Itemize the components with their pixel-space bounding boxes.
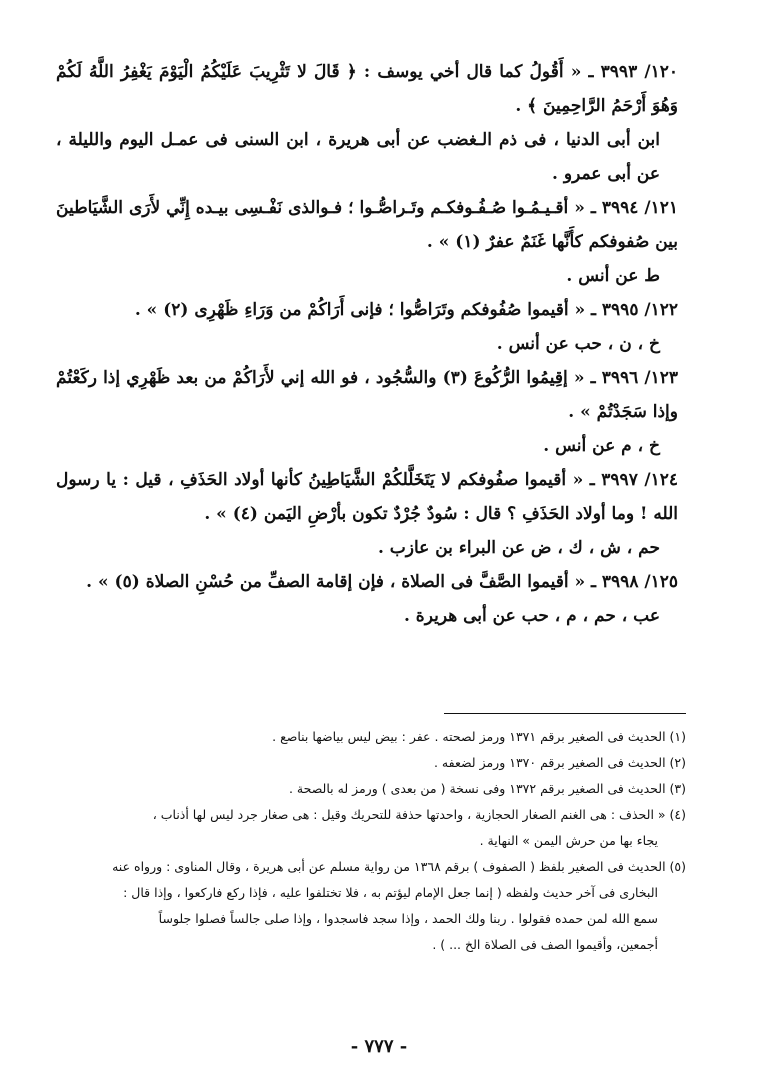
page-number: - ٧٧٧ - bbox=[350, 1036, 408, 1057]
hadith-source: خ ، م عن أنس . bbox=[543, 436, 660, 456]
footnote-separator bbox=[444, 713, 686, 714]
hadith-text: ١٢٠/ ٣٩٩٣ ـ « أَقُولُ كما قال أخي يوسف : ﴿ قَالَ لا تَثْرِيبَ عَلَيْكُمُ الْيَوْمَ يَغْفِرُ اللَّهُ لَكُمْ وَهُوَ أَرْحَمُ الرَّاحِمِينَ ﴾ . bbox=[56, 62, 678, 116]
hadith-source: خ ، ن ، حب عن أنس . bbox=[496, 334, 660, 354]
hadith-text: ١٢١/ ٣٩٩٤ ـ « أقـيـمُـوا صُـفُـوفكـم وتَـراصُّـوا ؛ فـوالذى نَفْـسِى بيـده إِنِّي لأَرَى الشَّيَاطينَ بين صُفوفكم كأَنَّها غَنَمٌ عفرٌ (١) » . bbox=[56, 198, 678, 252]
hadith-text: ١٢٣/ ٣٩٩٦ ـ « إقِيمُوا الرُّكُوعَ (٣) والسُّجُود ، فو الله إني لأَرَاكُمْ من بعد ظَهْرِي إذا ركَعْتُمْ وإذا سَجَدْتُمْ » . bbox=[56, 368, 678, 422]
page-body bbox=[56, 55, 686, 633]
footnote-continuation: يجاء بها من حرش اليمن » النهاية . bbox=[479, 833, 658, 848]
hadith-source: ط عن أنس . bbox=[566, 266, 660, 286]
footnote: (٤) « الحذف : هى الغنم الصغار الحجازية ، واحدتها حذفة للتحريك وقيل : هى صغار جرد ليس لها أذناب ، bbox=[152, 807, 686, 822]
footnote: (١) الحديث فى الصغير برقم ١٣٧١ ورمز لصحته . عفر : بيض ليس بياضها بناصع . bbox=[272, 729, 686, 744]
hadith-text: ١٢٤/ ٣٩٩٧ ـ « أقيموا صفُوفكم لا يَتَخَلَّلكُمْ الشَّيَاطِينُ كأنها أولاد الحَذَفِ ، قيل : يا رسول الله ! وما أولاد الحَذَفِ ؟ قال : سُودٌ جُرْدٌ تكون بأرْضِ اليَمن (٤) » . bbox=[56, 470, 678, 524]
hadith-text: ١٢٢/ ٣٩٩٥ ـ « أقيموا صُفُوفكم وتَرَاصُّوا ؛ فإنى أَرَاكُمْ من وَرَاءِ ظَهْرِى (٢) » . bbox=[134, 300, 678, 320]
hadith-source: حم ، ش ، ك ، ض عن البراء بن عازب . bbox=[377, 538, 660, 558]
hadith-text: ١٢٥/ ٣٩٩٨ ـ « أقيموا الصَّفَّ فى الصلاة ، فإن إقامة الصفِّ من حُسْنِ الصلاة (٥) » . bbox=[86, 572, 678, 592]
footnote: (٢) الحديث فى الصغير برقم ١٣٧٠ ورمز لضعفه . bbox=[433, 755, 686, 770]
footnote-continuation: أجمعين، وأقيموا الصف فى الصلاة الخ ... ) . bbox=[432, 937, 658, 952]
footnotes bbox=[56, 724, 686, 958]
footnote: (٣) الحديث فى الصغير برقم ١٣٧٢ وفى نسخة ( من بعدى ) ورمز له بالصحة . bbox=[288, 781, 686, 796]
hadith-source: عب ، حم ، م ، حب عن أبى هريرة . bbox=[403, 606, 660, 626]
footnote: (٥) الحديث فى الصغير بلفظ ( الصفوف ) برقم ١٣٦٨ من رواية مسلم عن أبى هريرة ، وقال المناوى : ورواه عنه bbox=[112, 859, 686, 874]
footnote-continuation: سمع الله لمن حمده فقولوا . ربنا ولك الحمد ، وإذا سجد فاسجدوا ، وإذا صلى جالساً فصلوا جلوساً bbox=[158, 911, 658, 926]
hadith-list bbox=[56, 55, 686, 633]
hadith-source: ابن أبى الدنيا ، فى ذم الـغضب عن أبى هريرة ، ابن السنى فى عمـل اليوم والليلة ، عن أبى عمرو . bbox=[56, 130, 660, 184]
footnote-continuation: البخارى فى آخر حديث ولفظه ( إنما جعل الإمام ليؤتم به ، فلا تختلفوا عليه ، فإذا ركع فاركعوا ، وإذا قال : bbox=[123, 885, 658, 900]
